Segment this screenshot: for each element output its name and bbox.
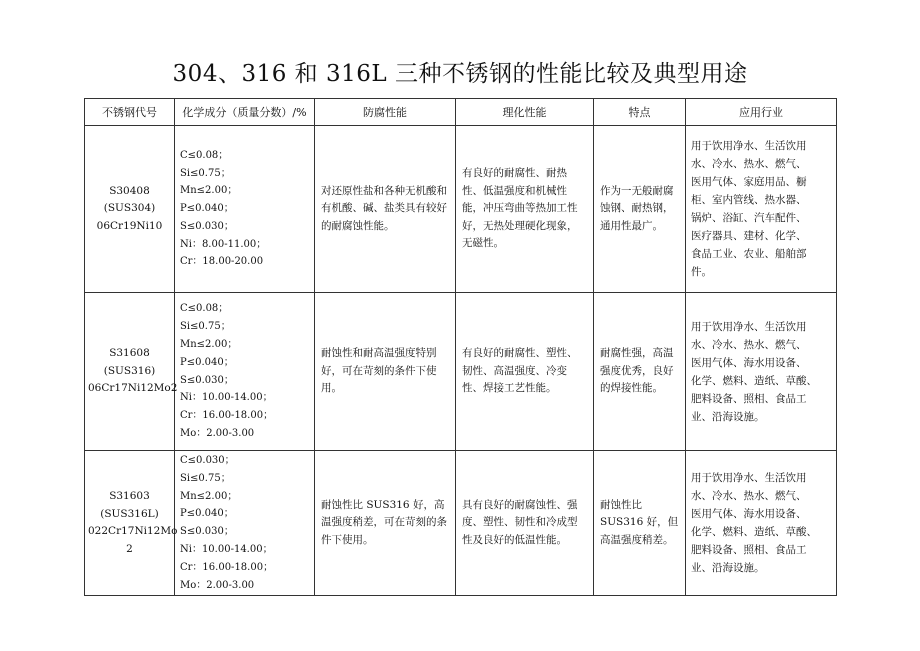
header-industry: 应用行业: [686, 99, 837, 126]
industry-line: 医用气体、海水用设备、: [691, 508, 807, 521]
cell-code: [85, 126, 175, 293]
code-line: (SUS316): [103, 364, 156, 377]
industry-line: 业、沿海设施。: [691, 562, 765, 575]
composition-line: C≤0.030；: [180, 455, 235, 466]
cell-physical: 有良好的耐腐性、耐热性、低温强度和机械性能，冲压弯曲等热加工性好，无热处理硬化现象，无磁性。: [456, 126, 594, 293]
industry-line: 化学、燃料、造纸、草酸、: [691, 374, 817, 387]
industry-line: 用于饮用净水、生活饮用: [691, 472, 807, 485]
composition-line: Mo：2.00-3.00: [180, 579, 255, 591]
cell-composition: [175, 126, 315, 293]
cell-physical: 有良好的耐腐性、塑性、韧性、高温强度、冷变性、焊接工艺性能。: [456, 293, 594, 451]
composition-line: Si≤0.75；: [180, 472, 231, 484]
cell-corrosion: 耐蚀性和耐高温强度特别好，可在苛刻的条件下使用。: [315, 293, 456, 451]
header-corrosion: 防腐性能: [315, 99, 456, 126]
industry-line: 柜、室内管线、热水器、: [691, 194, 807, 206]
code-line: 06Cr19Ni10: [96, 219, 163, 232]
cell-features: 耐蚀性比 SUS316 好，但高温强度稍差。: [594, 451, 686, 596]
header-features: 特点: [594, 99, 686, 126]
header-physical: 理化性能: [456, 99, 594, 126]
composition-line: P≤0.040；: [180, 508, 234, 520]
cell-physical: 具有良好的耐腐蚀性、强度、塑性、韧性和冷成型性及良好的低温性能。: [456, 451, 594, 596]
cell-composition: [175, 293, 315, 451]
cell-code: [85, 293, 178, 451]
cell-features: 作为一无般耐腐蚀钢、耐热钢，通用性最广。: [594, 126, 686, 293]
composition-line: P≤0.040；: [180, 356, 234, 368]
code-line: 06Cr17Ni12Mo2: [88, 382, 178, 395]
code-line: S31608: [109, 347, 150, 360]
code-line: 2: [126, 542, 133, 555]
industry-line: 医用气体、海水用设备、: [691, 356, 807, 369]
industry-line: 水、冷水、热水、燃气、: [691, 158, 807, 170]
composition-line: Cr：16.00-18.00；: [180, 410, 274, 422]
composition-line: Cr：16.00-18.00；: [180, 561, 274, 573]
code-line: S31603: [109, 490, 150, 503]
table-header-row: [85, 99, 837, 126]
industry-line: 业、沿海设施。: [691, 410, 765, 423]
cell-composition: [175, 451, 315, 596]
composition-line: S≤0.030；: [180, 220, 234, 232]
cell-code: [85, 451, 178, 596]
composition-line: Cr：18.00-20.00: [180, 256, 264, 268]
composition-line: Mn≤2.00；: [180, 338, 238, 350]
industry-line: 肥料设备、照相、食品工: [691, 392, 807, 405]
composition-line: S≤0.030；: [180, 526, 234, 538]
cell-corrosion: 耐蚀性比 SUS316 好，高温强度稍差，可在苛刻的条件下使用。: [315, 451, 456, 596]
industry-line: 件。: [691, 266, 712, 278]
steel-comparison-table: [84, 98, 837, 596]
industry-line: 用于饮用净水、生活饮用: [691, 320, 807, 333]
code-line: 022Cr17Ni12Mo: [88, 525, 178, 538]
cell-industry: [686, 293, 837, 451]
cell-features: 耐腐性强，高温强度优秀，良好的焊接性能。: [594, 293, 686, 451]
industry-line: 医用气体、家庭用品、橱: [691, 176, 807, 188]
table-row: [85, 451, 837, 596]
header-code: 不锈钢代号: [85, 99, 175, 126]
page-title: 304、316 和 316L 三种不锈钢的性能比较及典型用途: [172, 61, 748, 87]
cell-corrosion: 对还原性盐和各种无机酸和有机酸、碱、盐类具有较好的耐腐蚀性能。: [315, 126, 456, 293]
table-row: [85, 126, 837, 293]
code-line: (SUS304): [103, 202, 156, 215]
industry-line: 肥料设备、照相、食品工: [691, 544, 807, 557]
table-row: [85, 293, 837, 451]
code-line: (SUS316L): [100, 507, 159, 520]
composition-line: Ni：10.00-14.00；: [180, 392, 273, 404]
composition-line: S≤0.030；: [180, 374, 234, 386]
industry-line: 水、冷水、热水、燃气、: [691, 490, 807, 503]
composition-line: Ni：10.00-14.00；: [180, 543, 273, 555]
composition-line: C≤0.08；: [180, 303, 229, 315]
industry-line: 医疗器具、建材、化学、: [691, 230, 807, 242]
industry-line: 化学、燃料、造纸、草酸、: [691, 526, 817, 539]
industry-line: 锅炉、浴缸、汽车配件、: [691, 212, 807, 224]
industry-line: 水、冷水、热水、燃气、: [691, 338, 807, 351]
industry-line: 用于饮用净水、生活饮用: [691, 140, 807, 152]
header-composition: 化学成分（质量分数）/%: [175, 99, 315, 126]
composition-line: Si≤0.75；: [180, 321, 231, 333]
cell-industry: [686, 126, 837, 293]
composition-line: Si≤0.75；: [180, 167, 231, 179]
composition-line: Mn≤2.00；: [180, 490, 238, 502]
cell-industry: [686, 451, 837, 596]
composition-line: P≤0.040；: [180, 203, 234, 215]
composition-line: Mo：2.00-3.00: [180, 427, 255, 439]
code-line: S30408: [109, 184, 150, 197]
composition-line: C≤0.08；: [180, 149, 229, 161]
composition-line: Ni：8.00-11.00；: [180, 238, 267, 250]
industry-line: 食品工业、农业、船舶部: [691, 248, 807, 260]
composition-line: Mn≤2.00；: [180, 185, 238, 197]
